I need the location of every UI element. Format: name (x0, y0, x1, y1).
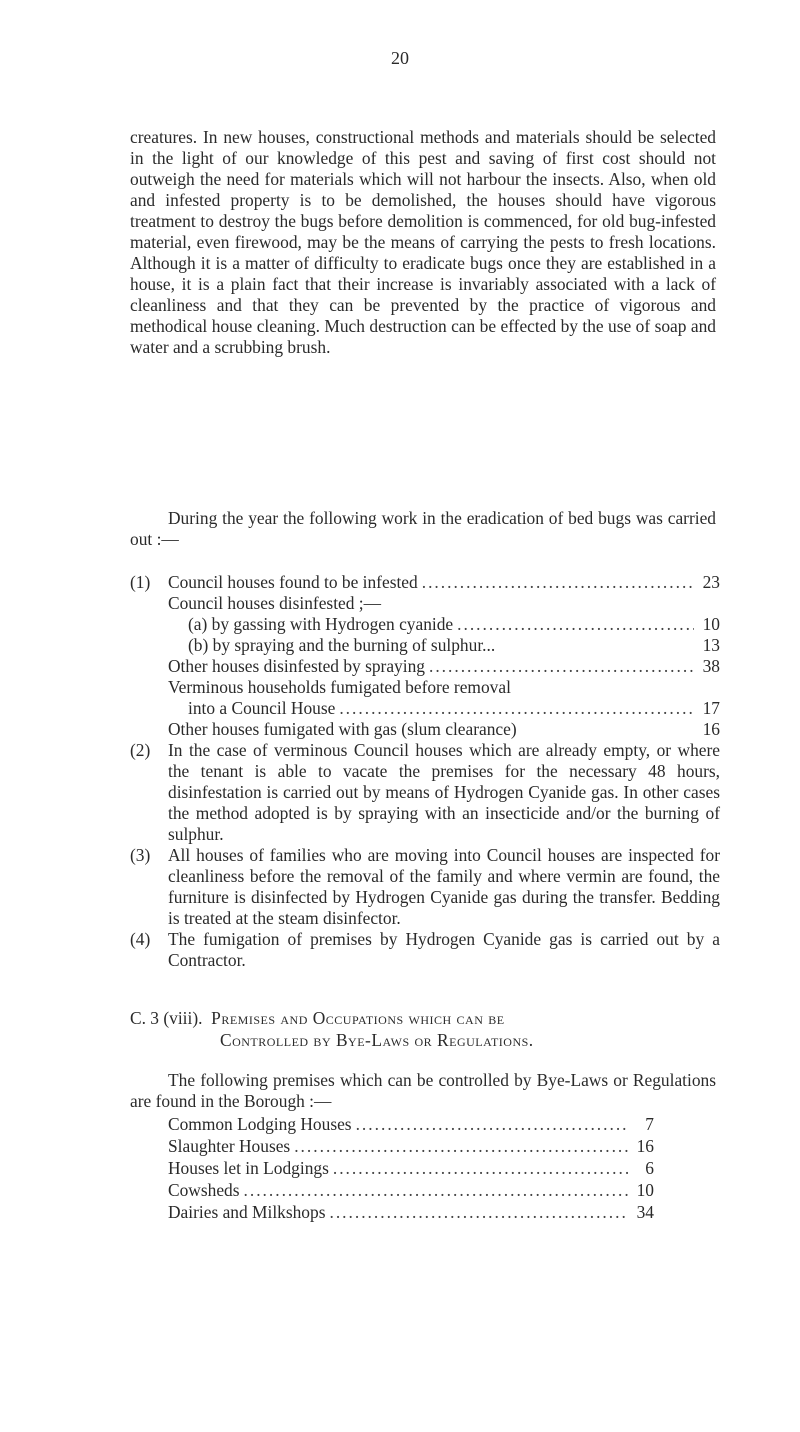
row-value: 23 (702, 572, 720, 592)
leader-dots (294, 1135, 628, 1157)
row-label: (a) by gassing with Hydrogen cyanide (188, 614, 454, 634)
table-row (168, 677, 720, 698)
table-row (168, 572, 720, 593)
work-paragraph: During the year the following work in the eradication of bed bugs was carried out :— (130, 508, 716, 549)
list-item-4 (130, 929, 720, 971)
leader-dots (333, 1157, 628, 1179)
item-text: In the case of verminous Council houses which are already empty, or where the tenant is able to vacate the premises for the necessary 48 hours, disinfestation is carried out by means of Hydrogen Cyanide gas. In other cases the method adopted is by spraying with an insecticide and/or the burning of sulphur. (168, 740, 720, 844)
intro-paragraph: creatures. In new houses, constructional methods and materials should be selected in the light of our knowledge of this pest and saving of first cost should not outweigh the need for materials which will not harbour the insects. Also, when old and infested property is to be demolished, the houses should have vigorous treatment to destroy the bugs before demolition is commenced, for old bug-infested material, even firewood, may be the means of carrying the pests to fresh locations. Although it is a matter of difficulty to eradicate bugs once they are established in a house, it is a plain fact that their increase is invariably associated with a lack of cleanliness and that they can be prevented by the practice of vigorous and methodical house cleaning. Much destruction can be effected by the use of soap and water and a scrubbing brush. (130, 127, 716, 357)
table-row (168, 635, 720, 656)
row-label: Common Lodging Houses (168, 1114, 352, 1134)
premises-list (168, 1113, 654, 1223)
table-row (168, 656, 720, 677)
list-item-3 (130, 845, 720, 929)
section-ref: C. 3 (viii). (130, 1008, 203, 1028)
leader-dots (339, 698, 694, 719)
table-row (168, 719, 720, 740)
item-text: All houses of families who are moving into Council houses are inspected for cleanliness before the removal of the family and where vermin are found, the furniture is disinfected by Hydrogen Cyanide gas during the transfer. Bedding is treated at the steam disinfector. (168, 845, 720, 928)
row-value: 16 (702, 719, 720, 739)
row-label: Other houses disinfested by spraying (168, 656, 425, 676)
table-row (168, 614, 720, 635)
row-value: 7 (645, 1114, 654, 1134)
item-number: (3) (130, 845, 151, 865)
row-label: Verminous households fumigated before removal (168, 677, 511, 697)
leader-dots (329, 1201, 628, 1223)
list-item-2 (130, 740, 720, 845)
page-number: 20 (391, 48, 409, 68)
row-value: 17 (702, 698, 720, 718)
row-value: 13 (702, 635, 720, 655)
row-label: Council houses found to be infested (168, 572, 418, 592)
row-label: into a Council House (188, 698, 336, 718)
leader-dots (244, 1179, 629, 1201)
row-value: 10 (702, 614, 720, 634)
table-row (168, 698, 720, 719)
row-label: Slaughter Houses (168, 1136, 291, 1156)
row-label: (b) by spraying and the burning of sulphur... (188, 635, 496, 655)
table-row (168, 1157, 654, 1179)
leader-dots (356, 1113, 628, 1135)
item-text: The fumigation of premises by Hydrogen Cyanide gas is carried out by a Contractor. (168, 929, 720, 970)
row-label: Dairies and Milkshops (168, 1202, 326, 1222)
row-value: 10 (636, 1180, 654, 1200)
item-number: (1) (130, 572, 151, 592)
list-item-1 (130, 572, 720, 740)
heading-line-2: Controlled by Bye-Laws or Regulations. (220, 1030, 534, 1050)
row-value: 6 (645, 1158, 654, 1178)
table-row (168, 1113, 654, 1135)
leader-dots (429, 656, 694, 677)
row-value: 16 (636, 1136, 654, 1156)
premises-paragraph: The following premises which can be controlled by Bye-Laws or Regulations are found in the Borough :— (130, 1070, 716, 1111)
leader-dots (422, 572, 694, 593)
row-label: Houses let in Lodgings (168, 1158, 329, 1178)
row-label: Council houses disinfested ;— (168, 593, 382, 613)
item-number: (4) (130, 929, 151, 949)
table-row (168, 1201, 654, 1223)
section-heading (130, 1007, 720, 1051)
row-value: 38 (702, 656, 720, 676)
row-label: Cowsheds (168, 1180, 240, 1200)
leader-dots (457, 614, 694, 635)
row-label: Other houses fumigated with gas (slum clearance) (168, 719, 517, 739)
table-row (168, 593, 720, 614)
row-value: 34 (636, 1202, 654, 1222)
table-row (168, 1135, 654, 1157)
heading-line-1: Premises and Occupations which can be (211, 1008, 505, 1028)
table-row (168, 1179, 654, 1201)
item-number: (2) (130, 740, 151, 760)
work-list (130, 572, 720, 971)
